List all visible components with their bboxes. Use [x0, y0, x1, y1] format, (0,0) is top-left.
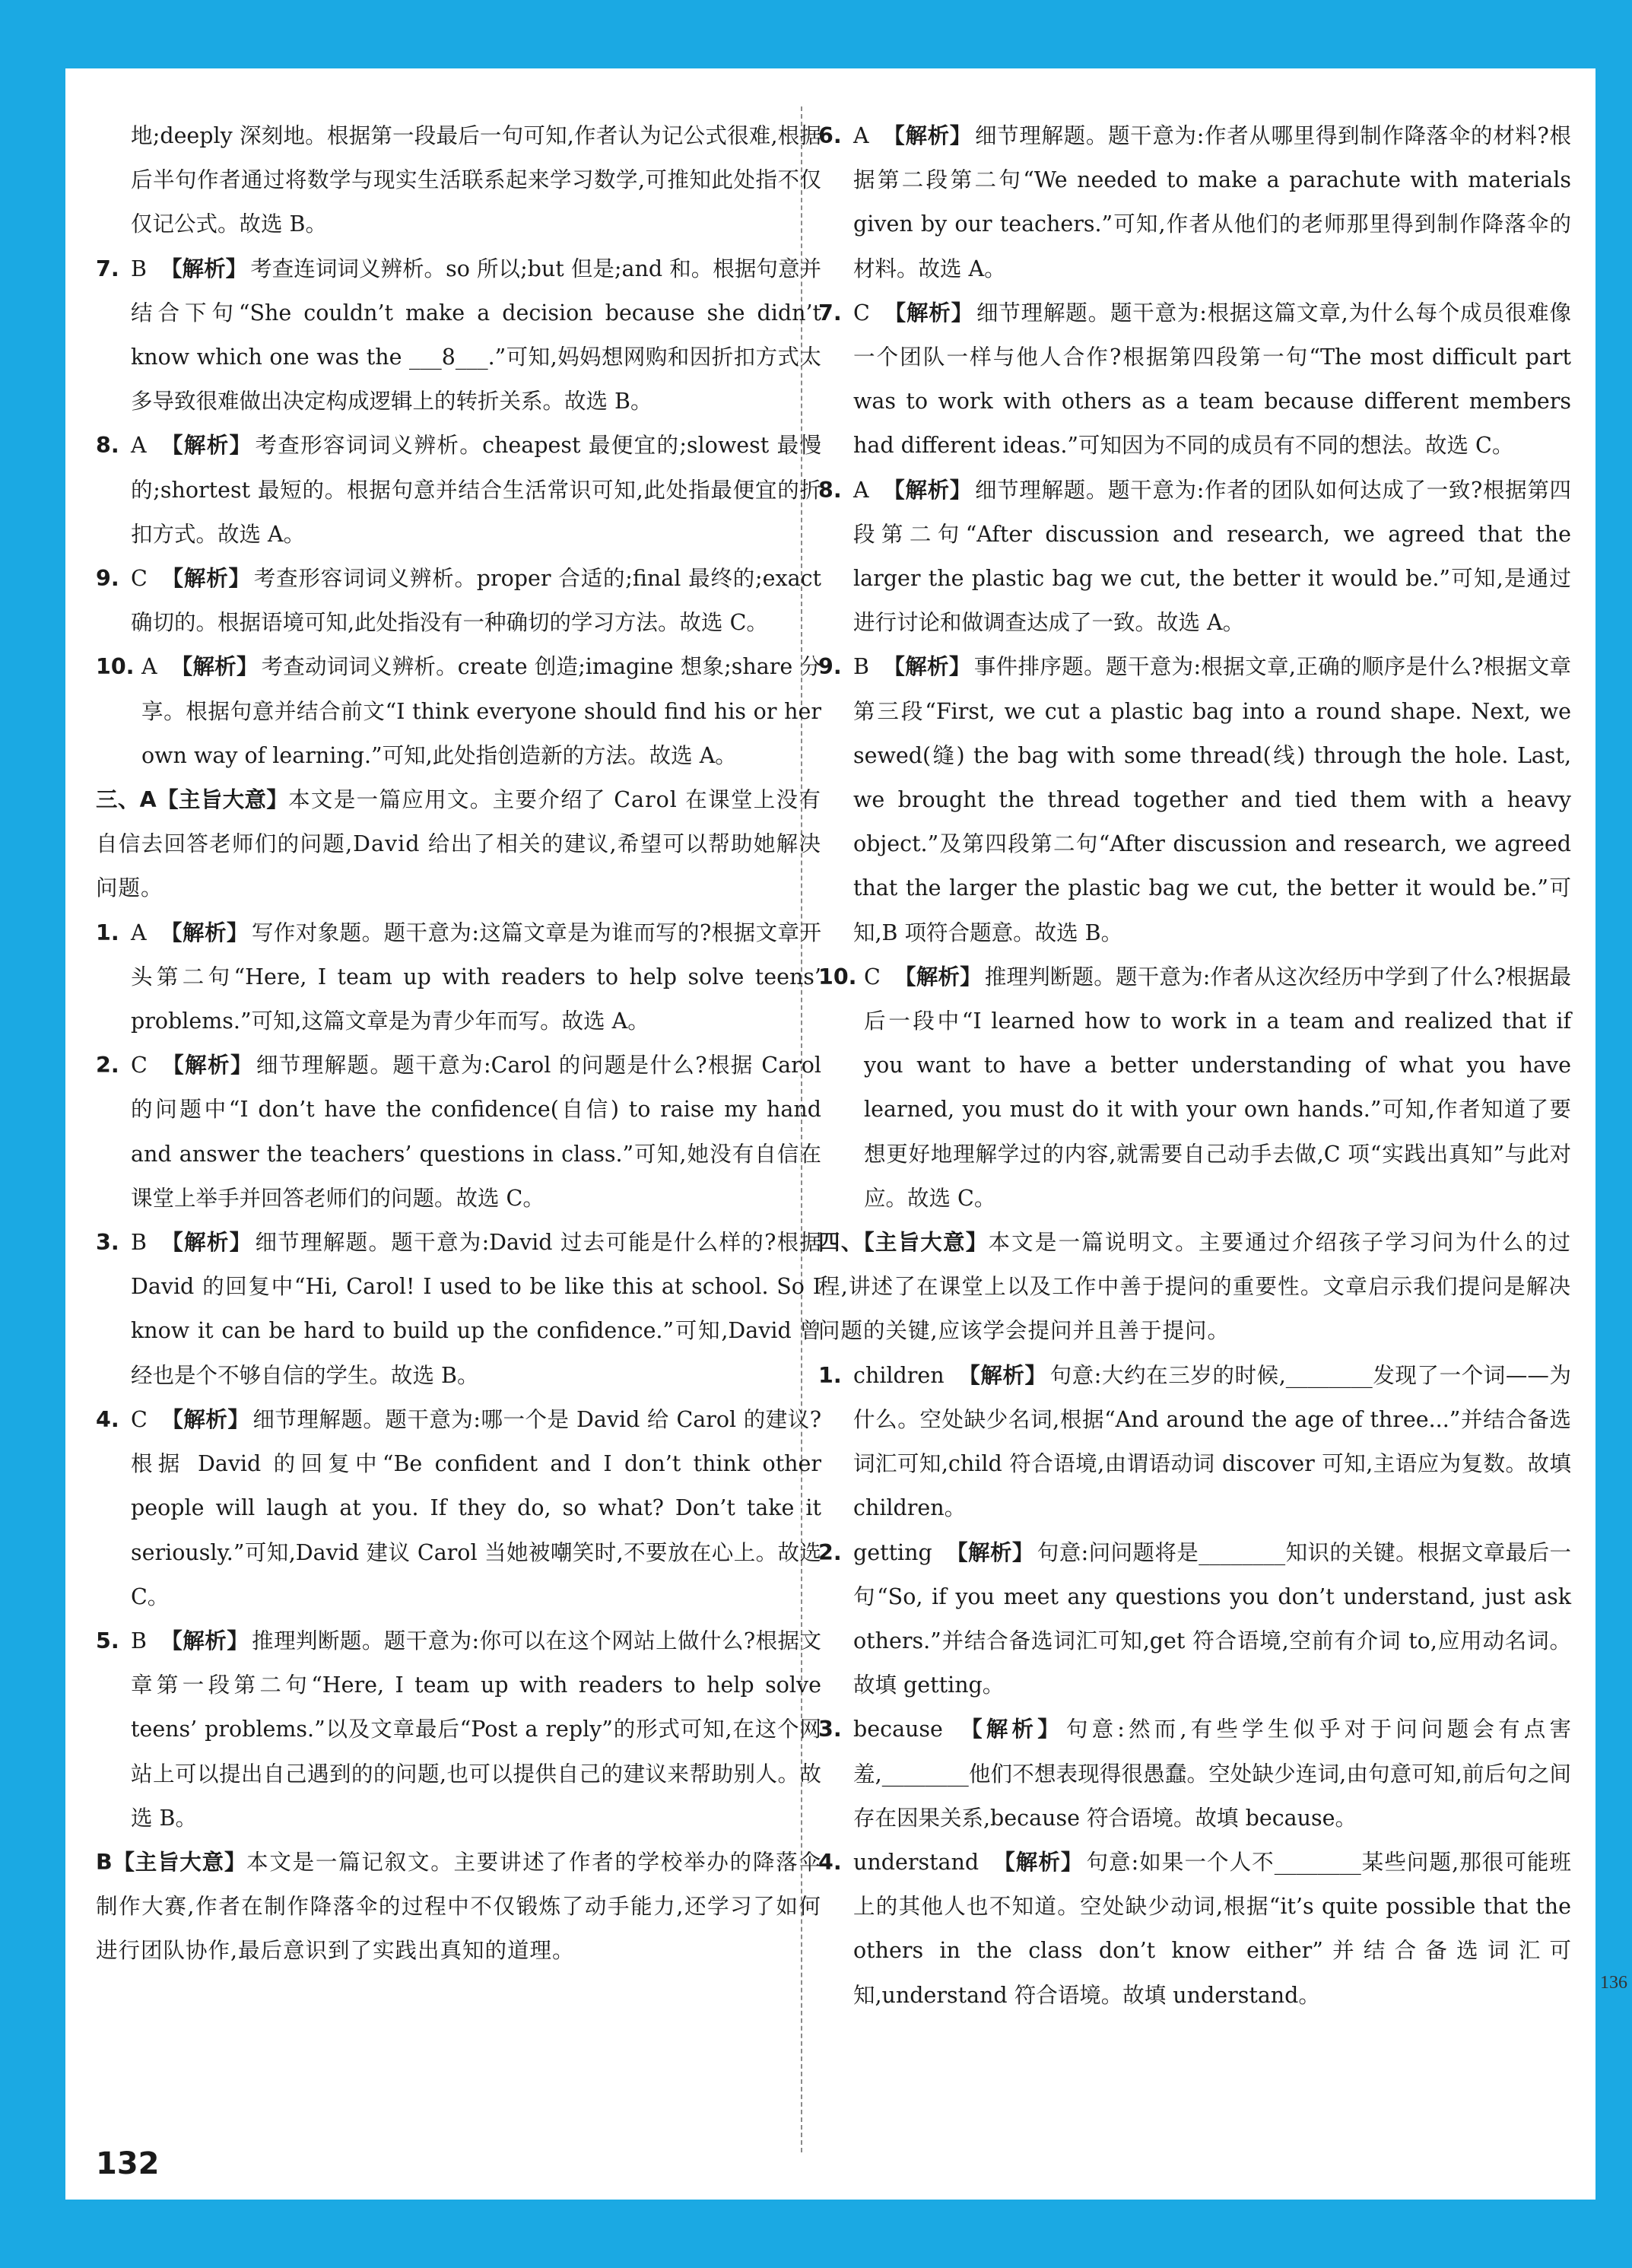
left-column — [96, 114, 821, 1974]
continued-explanation: 地;deeply 深刻地。根据第一段最后一句可知,作者认为记公式很难,根据后半句作者通过将数学与现实生活联系起来学习数学,可推知此处指不仅仅记公式。故选 B。 — [131, 123, 821, 237]
right-column — [818, 114, 1571, 2018]
answer-item-3a-5: 5. B 【解析】 推理判断题。题干意为:你可以在这个网站上做什么?根据文章第一段第二句“Here, I team up with readers to help solve teens’ problems.”以及文章最后“Post a reply”的形式可知,在这个网站上可以提出自己遇到的的问题,也可以提供自己的建议来帮助别人。故选 B。 — [96, 1628, 821, 1831]
answer-page — [65, 68, 1595, 2200]
side-page-number: 136 — [1600, 1973, 1627, 1993]
answer-item-3b-10: 10. C 【解析】 推理判断题。题干意为:作者从这次经历中学到了什么?根据最后一段中“I learned how to work in a team and realized that if you want to have a better understanding of what you have learned, you must do it with your own hands.”可知,作者知道了要想更好地理解学过的内容,就需要自己动手去做,C 项“实践出真知”与此对应。故选 C。 — [818, 964, 1571, 1211]
answer-item-7: 7. B 【解析】 考查连词词义辨析。so 所以;but 但是;and 和。根据句意并结合下句“She couldn’t make a decision because she didn’t know which one was the ___8___.”可知,妈妈想网购和因折扣方式太多导致很难做出决定构成逻辑上的转折关系。故选 B。 — [96, 256, 821, 415]
answer-item-8: 8. A 【解析】 考查形容词词义辨析。cheapest 最便宜的;slowest 最慢的;shortest 最短的。根据句意并结合生活常识可知,此处指最便宜的折扣方式。故选 A。 — [96, 433, 821, 547]
answer-item-4-2: 2. getting 【解析】 句意:问问题将是________知识的关键。根据文章最后一句“So, if you meet any questions you don’t understand, just ask others.”并结合备选词汇可知,get 符合语境,空前有介词 to,应用动名词。故填 getting。 — [818, 1539, 1571, 1698]
answer-item-4-3: 3. because 【解析】 句意:然而,有些学生似乎对于问问题会有点害羞,________他们不想表现得很愚蠢。空处缺少连词,由句意可知,前后句之间存在因果关系,because 符合语境。故填 because。 — [818, 1717, 1571, 1831]
answer-item-3a-3: 3. B 【解析】 细节理解题。题干意为:David 过去可能是什么样的?根据 David 的回复中“Hi, Carol! I used to be like this at school. So I know it can be hard to build up the confidence.”可知,David 曾经也是个不够自信的学生。故选 B。 — [96, 1230, 821, 1388]
answer-item-10: 10. A 【解析】 考查动词词义辨析。create 创造;imagine 想象;share 分享。根据句意并结合前文“I think everyone should find his or her own way of learning.”可知,此处指创造新的方法。故选 A。 — [96, 654, 821, 768]
answer-item-3b-6: 6. A 【解析】 细节理解题。题干意为:作者从哪里得到制作降落伞的材料?根据第二段第二句“We needed to make a parachute with materials given by our teachers.”可知,作者从他们的老师那里得到制作降落伞的材料。故选 A。 — [818, 123, 1571, 281]
answer-item-3b-7: 7. C 【解析】 细节理解题。题干意为:根据这篇文章,为什么每个成员很难像一个团队一样与他人合作?根据第四段第一句“The most difficult part was to work with others as a team because different members had different ideas.”可知因为不同的成员有不同的想法。故选 C。 — [818, 300, 1571, 459]
answer-item-3b-8: 8. A 【解析】 细节理解题。题干意为:作者的团队如何达成了一致?根据第四段第二句“After discussion and research, we agreed that the larger the plastic bag we cut, the better it would be.”可知,是通过进行讨论和做调查达成了一致。故选 A。 — [818, 477, 1571, 636]
section-3b-summary: B【主旨大意】本文是一篇记叙文。主要讲述了作者的学校举办的降落伞制作大赛,作者在制作降落伞的过程中不仅锻炼了动手能力,还学习了如何进行团队协作,最后意识到了实践出真知的道理。 — [96, 1849, 821, 1964]
section-3a-summary: 三、A【主旨大意】本文是一篇应用文。主要介绍了 Carol 在课堂上没有自信去回答老师们的问题,David 给出了相关的建议,希望可以帮助她解决问题。 — [96, 787, 821, 901]
answer-item-4-1: 1. children 【解析】 句意:大约在三岁的时候,________发现了一个词——为什么。空处缺少名词,根据“And around the age of three...”并结合备选词汇可知,child 符合语境,由谓语动词 discover 可知,主语应为复数。故填 children。 — [818, 1362, 1571, 1521]
answer-item-3a-1: 1. A 【解析】 写作对象题。题干意为:这篇文章是为谁而写的?根据文章开头第二句“Here, I team up with readers to help solve teens’ problems.”可知,这篇文章是为青少年而写。故选 A。 — [96, 920, 821, 1034]
section-4-summary: 四、【主旨大意】本文是一篇说明文。主要通过介绍孩子学习问为什么的过程,讲述了在课堂上以及工作中善于提问的重要性。文章启示我们提问是解决问题的关键,应该学会提问并且善于提问。 — [818, 1230, 1571, 1344]
answer-item-3a-4: 4. C 【解析】 细节理解题。题干意为:哪一个是 David 给 Carol 的建议?根据 David 的回复中“Be confident and I don’t think other people will laugh at you. If they do, so what? Don’t take it seriously.”可知,David 建议 Carol 当她被嘲笑时,不要放在心上。故选 C。 — [96, 1406, 821, 1609]
page-number: 132 — [96, 2146, 160, 2181]
answer-item-3a-2: 2. C 【解析】 细节理解题。题干意为:Carol 的问题是什么?根据 Carol 的问题中“I don’t have the confidence(自信) to raise my hand and answer the teachers’ questions in class.”可知,她没有自信在课堂上举手并回答老师们的问题。故选 C。 — [96, 1053, 821, 1211]
answer-item-4-4: 4. understand 【解析】 句意:如果一个人不________某些问题,那很可能班上的其他人也不知道。空处缺少动词,根据“it’s quite possible that the others in the class don’t know either”并结合备选词汇可知,understand 符合语境。故填 understand。 — [818, 1849, 1571, 2008]
answer-item-9: 9. C 【解析】 考查形容词词义辨析。proper 合适的;final 最终的;exact 确切的。根据语境可知,此处指没有一种确切的学习方法。故选 C。 — [96, 566, 821, 636]
answer-item-3b-9: 9. B 【解析】 事件排序题。题干意为:根据文章,正确的顺序是什么?根据文章第三段“First, we cut a plastic bag into a round shape. Next, we sewed(缝) the bag with some thread(线) through the hole. Last, we brought the thread together and tied them with a heavy object.”及第四段第二句“After discussion and research, we agreed that the larger the plastic bag we cut, the better it would be.”可知,B 项符合题意。故选 B。 — [818, 654, 1571, 945]
